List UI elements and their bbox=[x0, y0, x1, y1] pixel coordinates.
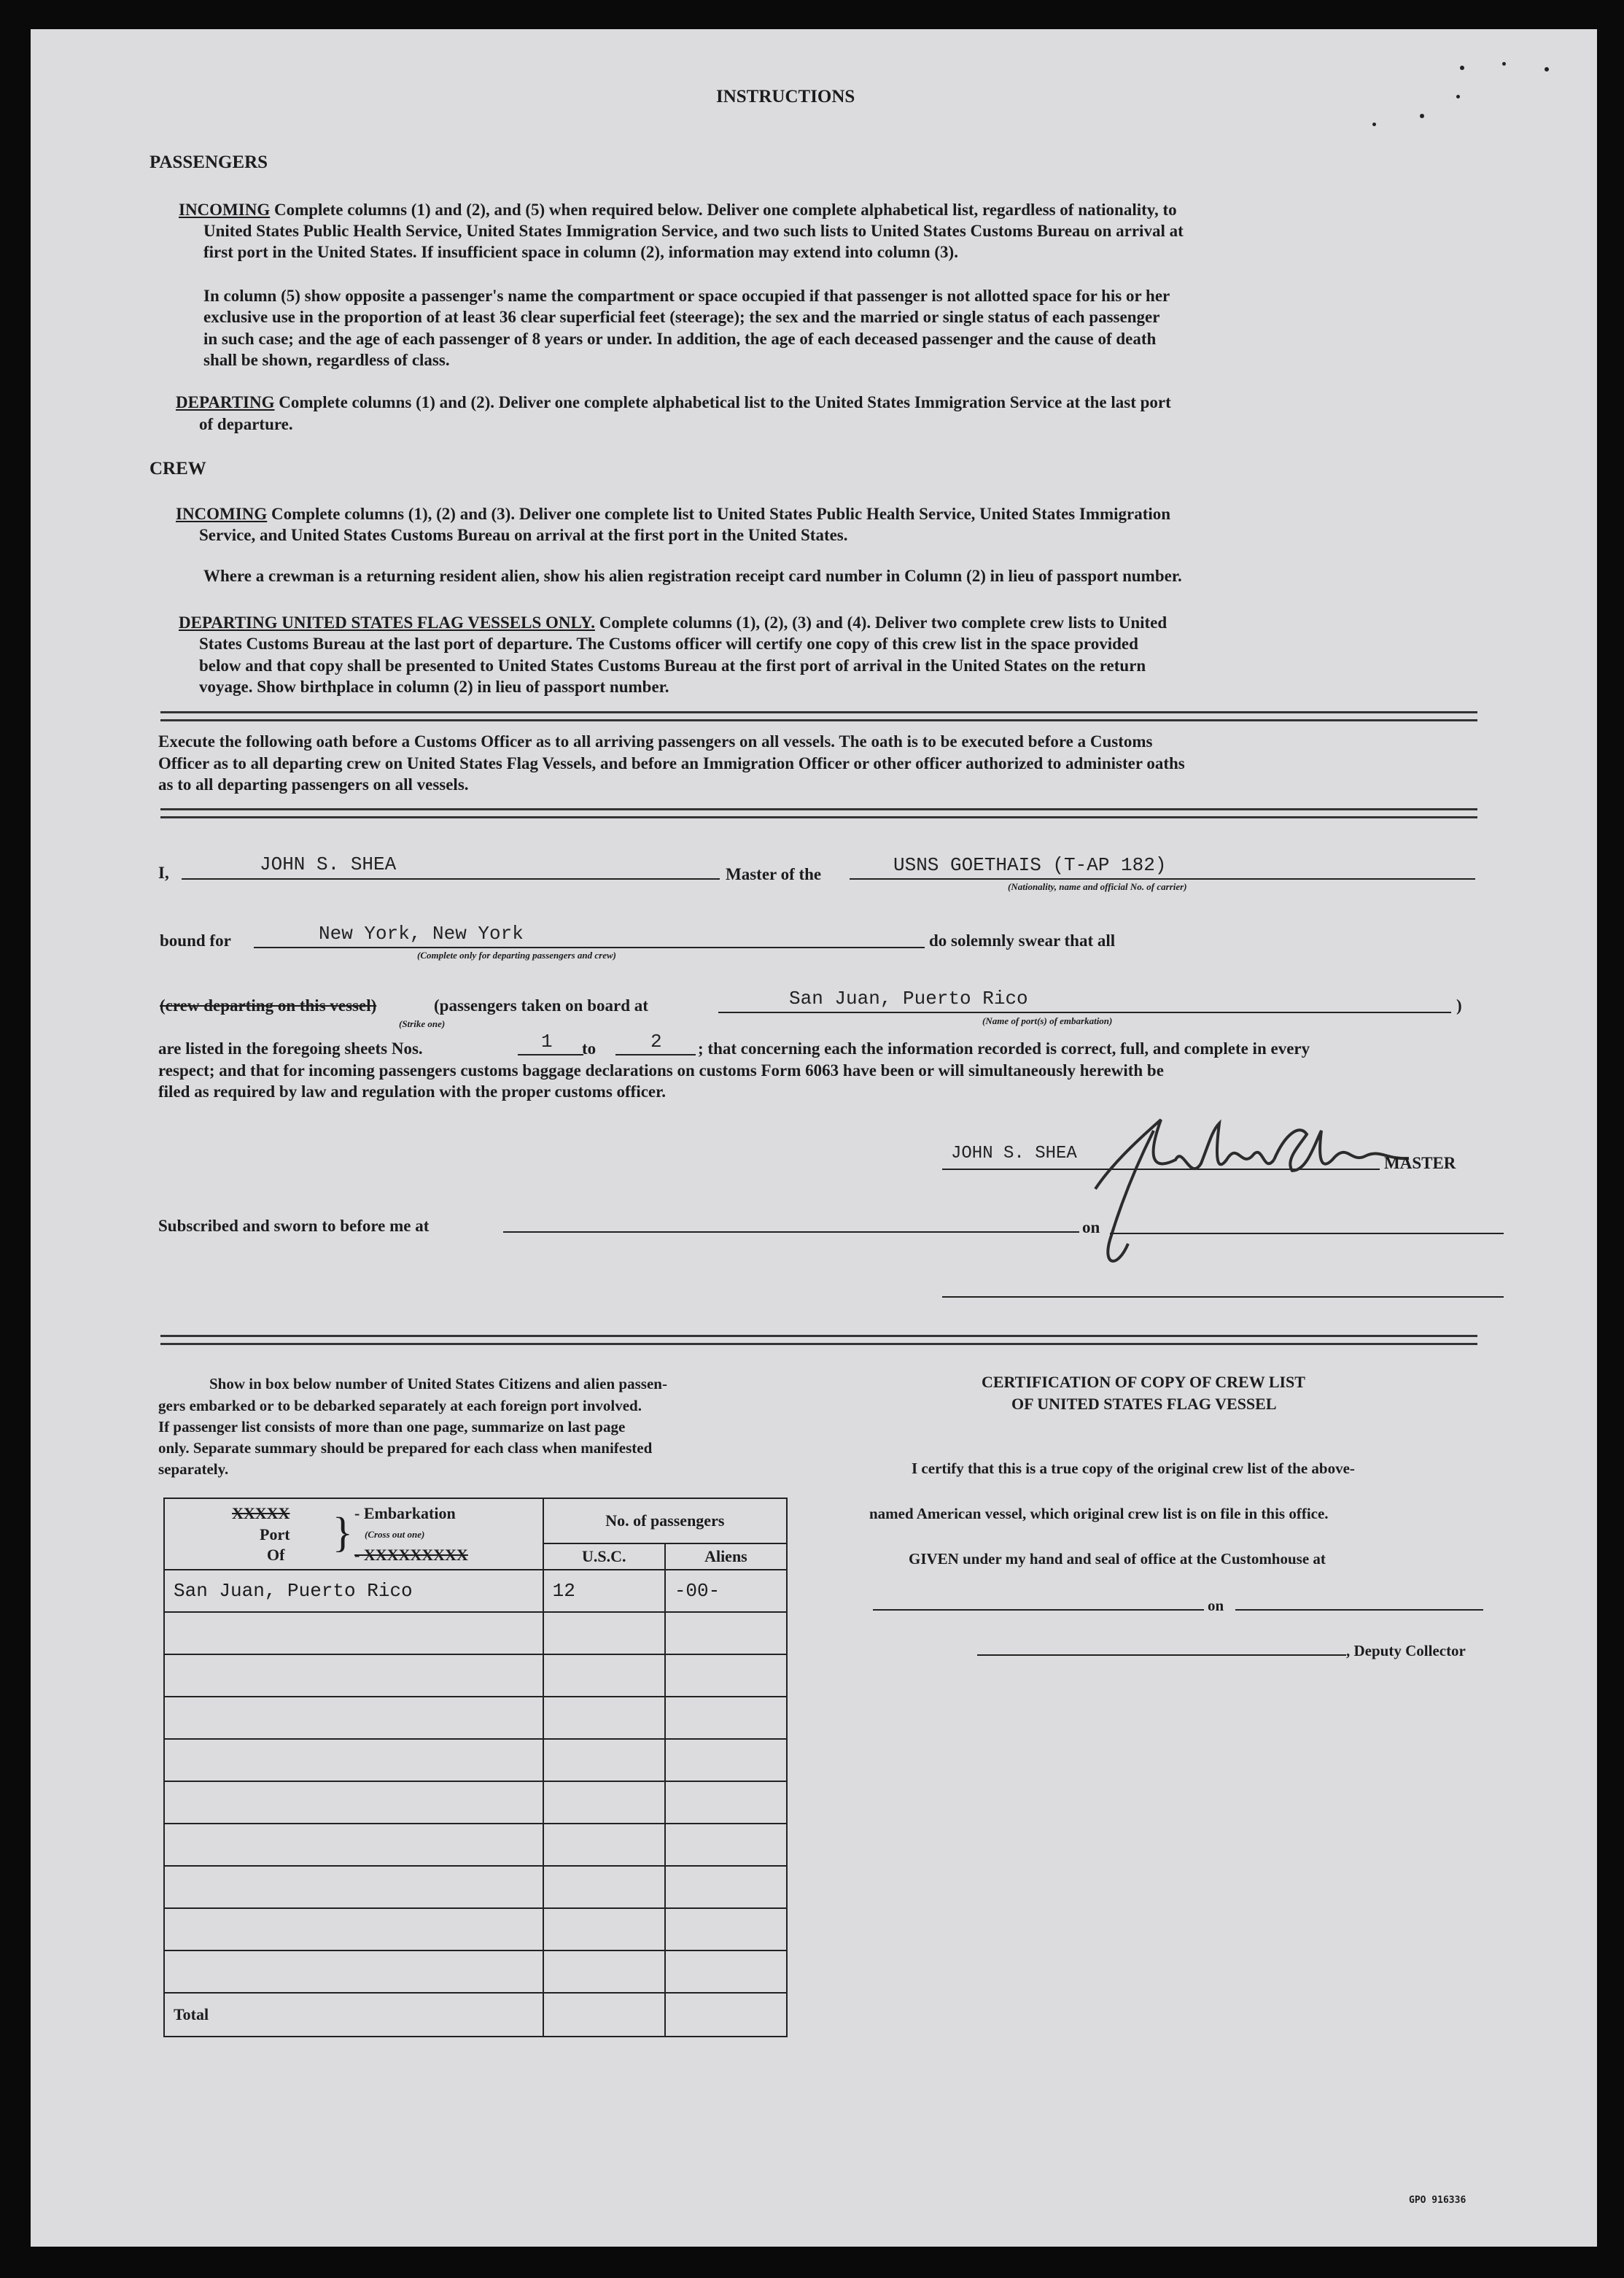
text-line: Complete columns (1), (2) and (3). Deliver one complete list to United States Public Health Service, United States Immigration bbox=[271, 505, 1171, 523]
port-header-of: Of bbox=[267, 1546, 285, 1564]
speck bbox=[1456, 95, 1460, 98]
row-aliens-cell[interactable] bbox=[665, 1697, 787, 1739]
total-aliens[interactable] bbox=[665, 1993, 787, 2037]
text-line: Show in box below number of United States Citizens and alien passen- bbox=[209, 1375, 667, 1392]
row-port-cell[interactable] bbox=[164, 1824, 543, 1866]
row-usc-cell[interactable] bbox=[543, 1654, 665, 1697]
strike-caption: (Strike one) bbox=[399, 1018, 446, 1029]
sheet-to-line bbox=[615, 1054, 696, 1055]
text-line: GIVEN under my hand and seal of office at the Customhouse at bbox=[909, 1550, 1326, 1568]
page-title: INSTRUCTIONS bbox=[716, 87, 855, 106]
table-row bbox=[164, 1950, 787, 1993]
destination-line bbox=[254, 947, 925, 948]
row-usc-cell[interactable] bbox=[543, 1908, 665, 1950]
usc-header: U.S.C. bbox=[543, 1543, 665, 1570]
row-usc-cell[interactable] bbox=[543, 1781, 665, 1824]
text-line: United States Public Health Service, United States Immigration Service, and two such lists to United States Customs Bureau on arrival at bbox=[203, 222, 1184, 240]
text-line: Service, and United States Customs Bureau on arrival at the first port in the United States. bbox=[199, 526, 848, 544]
speck bbox=[1460, 66, 1464, 70]
no-of-passengers-header: No. of passengers bbox=[543, 1498, 787, 1543]
sworn-at-line[interactable] bbox=[503, 1231, 1079, 1233]
cross-out-caption: (Cross out one) bbox=[365, 1529, 425, 1540]
text-line: I certify that this is a true copy of the original crew list of the above- bbox=[912, 1460, 1355, 1477]
text-line: Complete columns (1), (2), (3) and (4). Deliver two complete crew lists to United bbox=[599, 613, 1168, 632]
swear-label: do solemnly swear that all bbox=[929, 931, 1116, 950]
form-page bbox=[31, 29, 1597, 2247]
certification-title: CERTIFICATION OF COPY OF CREW LIST bbox=[982, 1373, 1305, 1391]
text-line: Complete columns (1) and (2). Deliver one complete alphabetical list to the United States Immigration Service at the last port bbox=[279, 393, 1171, 411]
table-row bbox=[164, 1908, 787, 1950]
sheet-from-field[interactable]: 1 bbox=[541, 1031, 553, 1053]
row-usc-cell[interactable] bbox=[543, 1739, 665, 1781]
row-aliens-cell[interactable] bbox=[665, 1824, 787, 1866]
deputy-collector-label: , Deputy Collector bbox=[1346, 1642, 1466, 1659]
destination-caption: (Complete only for departing passengers and crew) bbox=[417, 950, 616, 961]
row-aliens-cell[interactable] bbox=[665, 1866, 787, 1908]
text-line: named American vessel, which original crew list is on file in this office. bbox=[869, 1505, 1329, 1522]
passengers-taken-label: (passengers taken on board at bbox=[434, 996, 648, 1015]
table-row bbox=[164, 1781, 787, 1824]
port-header-port: Port bbox=[260, 1525, 290, 1543]
text-line: In column (5) show opposite a passenger's name the compartment or space occupied if that passenger is not allotted space for his or her bbox=[203, 287, 1170, 305]
text-line: only. Separate summary should be prepared for each class when manifested bbox=[158, 1439, 653, 1457]
certification-subtitle: OF UNITED STATES FLAG VESSEL bbox=[1011, 1395, 1277, 1413]
text-line: If passenger list consists of more than one page, summarize on last page bbox=[158, 1418, 626, 1436]
row-usc-cell[interactable]: 12 bbox=[543, 1570, 665, 1612]
text-line: filed as required by law and regulation with the proper customs officer. bbox=[158, 1082, 666, 1101]
text-line: first port in the United States. If insufficient space in column (2), information may extend into column (3). bbox=[203, 243, 958, 261]
crew-incoming-para bbox=[176, 503, 1170, 525]
text-line: separately. bbox=[158, 1460, 229, 1478]
text-line: Where a crewman is a returning resident alien, show his alien registration receipt card number in Column (2) in lieu of passport number. bbox=[203, 567, 1182, 585]
row-usc-cell[interactable] bbox=[543, 1866, 665, 1908]
table-row bbox=[164, 1612, 787, 1654]
embarkation-line bbox=[718, 1012, 1451, 1013]
crew-heading: CREW bbox=[149, 459, 206, 479]
row-port-cell[interactable] bbox=[164, 1739, 543, 1781]
aliens-header: Aliens bbox=[665, 1543, 787, 1570]
row-port-cell[interactable] bbox=[164, 1950, 543, 1993]
cert-date-line[interactable] bbox=[1235, 1609, 1483, 1611]
text-line: Officer as to all departing crew on United States Flag Vessels, and before an Immigration Officer or other officer authorized to administer oaths bbox=[158, 754, 1185, 772]
subscribed-label: Subscribed and sworn to before me at bbox=[158, 1217, 430, 1235]
listed-label: are listed in the foregoing sheets Nos. bbox=[158, 1039, 423, 1058]
double-divider bbox=[160, 808, 1477, 818]
text-line: below and that copy shall be presented to United States Customs Bureau at the first port of arrival in the United States on the return bbox=[199, 656, 1146, 675]
master-name-line bbox=[182, 878, 720, 880]
embarkation-caption: (Name of port(s) of embarkation) bbox=[982, 1015, 1113, 1026]
table-row bbox=[164, 1570, 787, 1612]
row-aliens-cell[interactable] bbox=[665, 1739, 787, 1781]
passengers-heading: PASSENGERS bbox=[149, 152, 268, 172]
gpo-code: GPO 916336 bbox=[1409, 2195, 1466, 2206]
row-aliens-cell[interactable] bbox=[665, 1781, 787, 1824]
incoming-label: INCOMING bbox=[176, 505, 268, 523]
row-port-cell[interactable] bbox=[164, 1612, 543, 1654]
master-label: MASTER bbox=[1384, 1154, 1456, 1172]
master-of-label: Master of the bbox=[726, 865, 822, 883]
text-line: Execute the following oath before a Customs Officer as to all arriving passengers on all vessels. The oath is to be executed before a Customs bbox=[158, 732, 1153, 751]
text-line: exclusive use in the proportion of at least 36 clear superficial feet (steerage); the sex and the married or single status of each passenger bbox=[203, 308, 1160, 326]
text-line: as to all departing passengers on all vessels. bbox=[158, 775, 469, 794]
struck-crew-text: (crew departing on this vessel) bbox=[160, 996, 377, 1015]
debarkation-struck: - XXXXXXXXX bbox=[354, 1546, 468, 1564]
cert-on-label: on bbox=[1208, 1597, 1224, 1614]
port-header-struck: XXXXX bbox=[232, 1504, 290, 1522]
text-line: Complete columns (1) and (2), and (5) when required below. Deliver one complete alphabetical list, regardless of nationality, to bbox=[273, 201, 1177, 219]
speck bbox=[1420, 114, 1424, 118]
passengers-departing-para bbox=[176, 392, 1171, 414]
total-usc[interactable] bbox=[543, 1993, 665, 2037]
deputy-signature-line[interactable] bbox=[977, 1654, 1346, 1656]
passengers-incoming-para bbox=[179, 199, 1177, 221]
departing-label: DEPARTING UNITED STATES FLAG VESSELS ONLY. bbox=[179, 613, 595, 632]
close-paren: ) bbox=[1456, 996, 1462, 1015]
row-port-cell[interactable] bbox=[164, 1866, 543, 1908]
row-usc-cell[interactable] bbox=[543, 1950, 665, 1993]
row-usc-cell[interactable] bbox=[543, 1612, 665, 1654]
sheet-from-line bbox=[518, 1054, 583, 1055]
row-aliens-cell[interactable] bbox=[665, 1950, 787, 1993]
double-divider bbox=[160, 1335, 1477, 1345]
vessel-line bbox=[850, 878, 1475, 880]
row-port-cell[interactable] bbox=[164, 1697, 543, 1739]
customhouse-line[interactable] bbox=[873, 1609, 1204, 1611]
passenger-summary-table bbox=[163, 1498, 788, 2037]
row-port-cell[interactable] bbox=[164, 1908, 543, 1950]
row-aliens-cell[interactable]: -00- bbox=[665, 1570, 787, 1612]
table-row bbox=[164, 1739, 787, 1781]
row-port-cell[interactable] bbox=[164, 1654, 543, 1697]
speck bbox=[1372, 123, 1376, 126]
vessel-caption: (Nationality, name and official No. of carrier) bbox=[1008, 881, 1187, 892]
to-label: to bbox=[582, 1039, 597, 1058]
signature-image bbox=[1066, 1101, 1416, 1269]
row-usc-cell[interactable] bbox=[543, 1697, 665, 1739]
total-label: Total bbox=[164, 1993, 543, 2037]
double-divider bbox=[160, 711, 1477, 721]
sworn-date-line[interactable] bbox=[1110, 1233, 1504, 1234]
row-aliens-cell[interactable] bbox=[665, 1612, 787, 1654]
row-aliens-cell[interactable] bbox=[665, 1908, 787, 1950]
table-row bbox=[164, 1866, 787, 1908]
i-label: I, bbox=[158, 864, 169, 882]
signer-typed-name: JOHN S. SHEA bbox=[951, 1144, 1077, 1163]
text-line: of departure. bbox=[199, 415, 293, 433]
crew-departing-para bbox=[179, 612, 1167, 634]
row-aliens-cell[interactable] bbox=[665, 1654, 787, 1697]
officer-signature-line[interactable] bbox=[942, 1296, 1504, 1298]
speck bbox=[1502, 62, 1506, 66]
table-row bbox=[164, 1697, 787, 1739]
text-line: respect; and that for incoming passengers customs baggage declarations on customs Form 6063 have been or will simultaneously herewith be bbox=[158, 1061, 1164, 1080]
destination-field[interactable]: New York, New York bbox=[319, 923, 524, 945]
row-port-cell[interactable]: San Juan, Puerto Rico bbox=[164, 1570, 543, 1612]
row-port-cell[interactable] bbox=[164, 1781, 543, 1824]
incoming-label: INCOMING bbox=[179, 201, 271, 219]
text-line: voyage. Show birthplace in column (2) in lieu of passport number. bbox=[199, 678, 669, 696]
master-name-field[interactable]: JOHN S. SHEA bbox=[260, 853, 397, 875]
table-row bbox=[164, 1824, 787, 1866]
text-line: ; that concerning each the information recorded is correct, full, and complete in every bbox=[698, 1039, 1310, 1058]
speck bbox=[1545, 67, 1549, 71]
departing-label: DEPARTING bbox=[176, 393, 275, 411]
brace-icon: } bbox=[333, 1508, 353, 1556]
embarkation-label: - Embarkation bbox=[354, 1504, 456, 1522]
text-line: in such case; and the age of each passenger of 8 years or under. In addition, the age of each deceased passenger and the cause of death bbox=[203, 330, 1157, 348]
text-line: gers embarked or to be debarked separately at each foreign port involved. bbox=[158, 1397, 642, 1414]
table-row bbox=[164, 1654, 787, 1697]
sheet-to-field[interactable]: 2 bbox=[650, 1031, 662, 1053]
on-label: on bbox=[1082, 1218, 1100, 1236]
vessel-field[interactable]: USNS GOETHAIS (T-AP 182) bbox=[893, 854, 1167, 876]
port-header-cell bbox=[164, 1498, 543, 1570]
summary-rows bbox=[164, 1570, 787, 1993]
embarkation-field[interactable]: San Juan, Puerto Rico bbox=[789, 988, 1028, 1010]
text-line: shall be shown, regardless of class. bbox=[203, 351, 450, 369]
row-usc-cell[interactable] bbox=[543, 1824, 665, 1866]
bound-for-label: bound for bbox=[160, 931, 231, 950]
text-line: States Customs Bureau at the last port of departure. The Customs officer will certify one copy of this crew list in the space provided bbox=[199, 635, 1138, 653]
